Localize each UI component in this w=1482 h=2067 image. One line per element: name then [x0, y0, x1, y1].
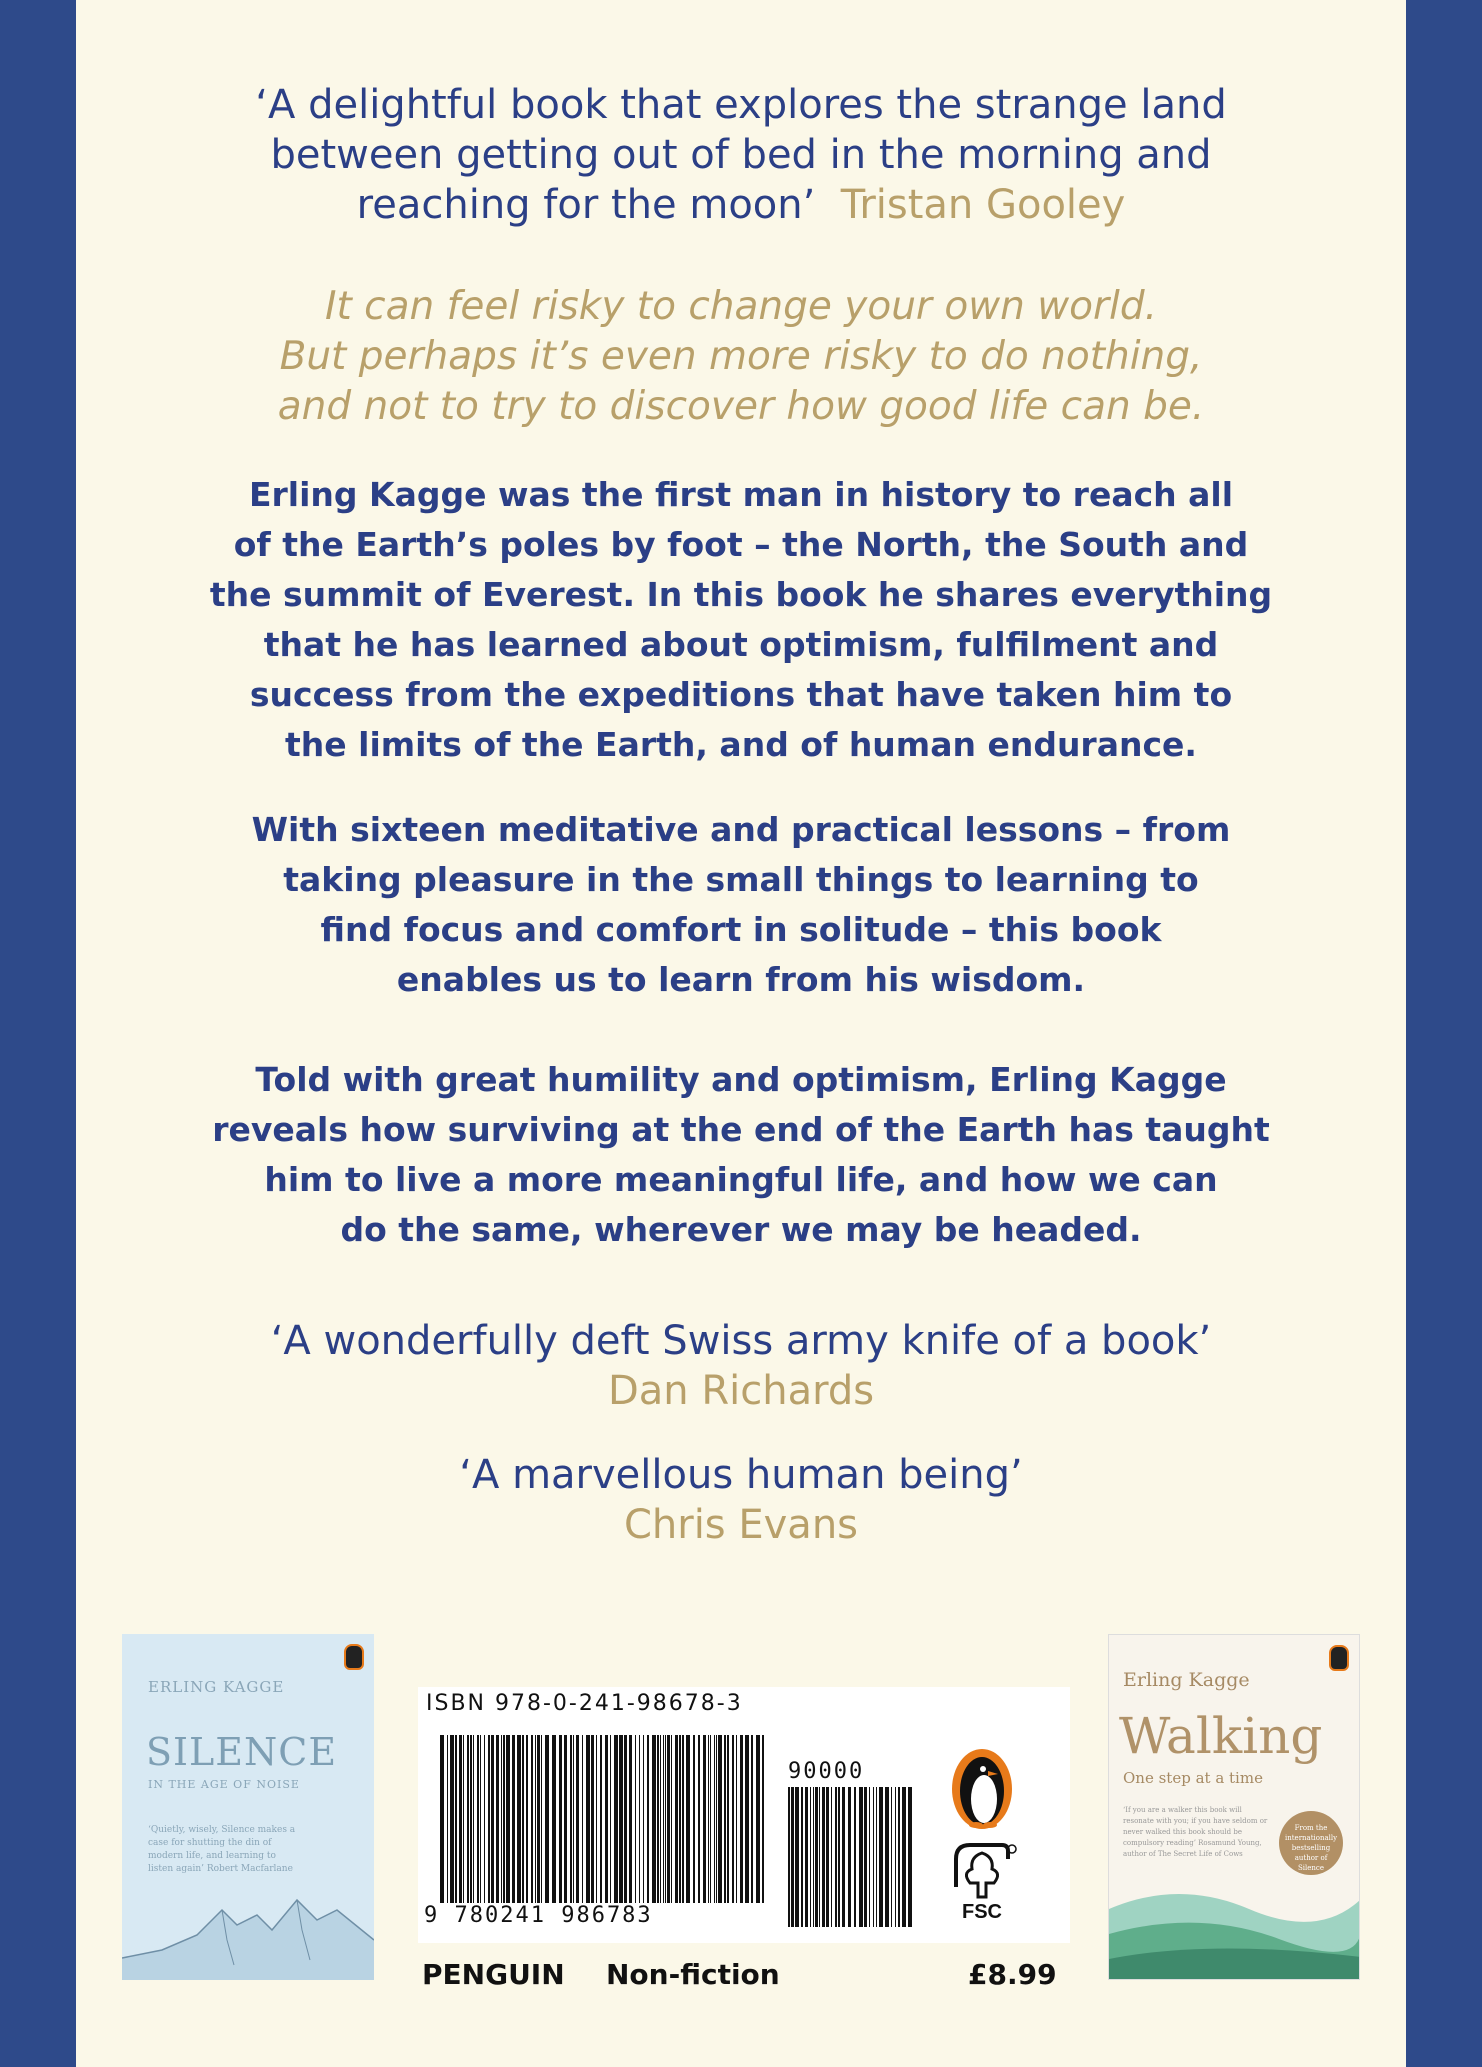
- fsc-tree-logo-icon: [948, 1839, 1018, 1903]
- isbn-barcode: [440, 1735, 770, 1907]
- barcode-bar: [736, 1735, 737, 1903]
- barcode-bar: [639, 1735, 640, 1903]
- barcode-bar: [805, 1787, 808, 1927]
- para-line: that he has learned about optimism, fulfilment and: [263, 625, 1219, 664]
- barcode-bar: [675, 1735, 678, 1903]
- fsc-label: FSC: [962, 1901, 1002, 1923]
- barcode-bar: [564, 1735, 567, 1903]
- isbn-label: ISBN 978-0-241-98678-3: [426, 1691, 743, 1716]
- barcode-bar: [908, 1787, 912, 1927]
- barcode-bar: [463, 1735, 464, 1903]
- tagline-line: and not to try to discover how good life can be.: [277, 384, 1205, 429]
- barcode-bar: [473, 1735, 474, 1903]
- barcode-bar: [629, 1735, 632, 1903]
- barcode-bar: [710, 1735, 711, 1903]
- barcode-bar: [501, 1735, 502, 1903]
- barcode-bar: [819, 1787, 820, 1927]
- addon-barcode: [788, 1787, 916, 1931]
- barcode-bar: [822, 1787, 825, 1927]
- barcode-bar: [526, 1735, 528, 1903]
- barcode-bar: [686, 1735, 690, 1903]
- barcode-bar: [660, 1735, 661, 1903]
- description-paragraph-3: [76, 1055, 1406, 1255]
- barcode-bar: [745, 1735, 749, 1903]
- barcode-bar: [876, 1787, 877, 1927]
- para-line: the limits of the Earth, and of human endurance.: [285, 725, 1197, 764]
- barcode-bar: [537, 1735, 540, 1903]
- barcode-bar: [643, 1735, 644, 1903]
- para-line: of the Earth’s poles by foot – the North, the South and: [233, 525, 1249, 564]
- barcode-bar: [531, 1735, 533, 1903]
- para-line: enables us to learn from his wisdom.: [396, 960, 1086, 999]
- barcode-bar: [795, 1787, 799, 1927]
- barcode-bar: [657, 1735, 659, 1903]
- para-line: find focus and comfort in solitude – this book: [320, 910, 1162, 949]
- barcode-bar: [810, 1787, 811, 1927]
- barcode-bar: [698, 1735, 700, 1903]
- book-subtitle: IN THE AGE OF NOISE: [148, 1778, 300, 1791]
- barcode-bar: [467, 1735, 469, 1903]
- barcode-bar: [667, 1735, 670, 1903]
- tagline: [76, 282, 1406, 432]
- barcode-bar: [614, 1735, 618, 1903]
- penguin-logo-icon: [344, 1644, 364, 1670]
- barcode-bar: [541, 1735, 542, 1903]
- barcode-bar: [559, 1735, 562, 1903]
- barcode-bar: [591, 1735, 594, 1903]
- barcode-bar: [762, 1735, 764, 1903]
- back-cover: [76, 0, 1406, 2067]
- barcode-bar: [440, 1735, 444, 1903]
- barcode-bar: [854, 1787, 856, 1927]
- barcode-bar: [496, 1735, 499, 1903]
- barcode-bar: [535, 1735, 536, 1903]
- description-paragraph-2: [76, 805, 1406, 1005]
- addon-digits: 90000: [788, 1759, 865, 1784]
- barcode-digits: 9 780241 986783: [424, 1903, 653, 1928]
- quote-author: Chris Evans: [623, 1502, 859, 1548]
- barcode-bar: [573, 1735, 574, 1903]
- para-line: success from the expeditions that have taken him to: [249, 675, 1233, 714]
- barcode-bar: [902, 1787, 906, 1927]
- category-label: Non-fiction: [606, 1958, 780, 1991]
- barcode-bar: [477, 1735, 479, 1903]
- barcode-bar: [600, 1735, 602, 1903]
- barcode-bar: [801, 1787, 803, 1927]
- barcode-bar: [751, 1735, 753, 1903]
- book-title: Walking: [1119, 1707, 1323, 1765]
- book-title: SILENCE: [146, 1730, 338, 1774]
- barcode-bar: [898, 1787, 900, 1927]
- barcode-bar: [619, 1735, 623, 1903]
- barcode-bar: [447, 1735, 448, 1903]
- para-line: Told with great humility and optimism, Erling Kagge: [255, 1060, 1227, 1099]
- para-line: Erling Kagge was the first man in history to reach all: [248, 475, 1234, 514]
- book-subtitle: One step at a time: [1123, 1769, 1263, 1787]
- barcode-bar: [624, 1735, 627, 1903]
- para-line: do the same, wherever we may be headed.: [340, 1210, 1142, 1249]
- barcode-bar: [891, 1787, 892, 1927]
- tagline-line: But perhaps it’s even more risky to do nothing,: [279, 334, 1203, 379]
- barcode-bar: [450, 1735, 454, 1903]
- barcode-bar: [635, 1735, 636, 1903]
- quote-text: ‘A marvellous human being’: [459, 1452, 1023, 1498]
- barcode-bar: [815, 1787, 818, 1927]
- barcode-bar: [835, 1787, 837, 1927]
- barcode-bar: [455, 1735, 457, 1903]
- barcode-bar: [740, 1735, 743, 1903]
- barcode-bar: [596, 1735, 597, 1903]
- penguin-logo-icon: [950, 1747, 1014, 1831]
- barcode-bar: [718, 1735, 722, 1903]
- barcode-bar: [491, 1735, 494, 1903]
- barcode-bar: [831, 1787, 832, 1927]
- barcode-bar: [732, 1735, 734, 1903]
- price-label: £8.99: [968, 1958, 1057, 1991]
- mountains-illustration: [122, 1880, 374, 1980]
- barcode-bar: [582, 1735, 583, 1903]
- quote-line: between getting out of bed in the morning and: [270, 132, 1212, 178]
- barcode-bar: [470, 1735, 472, 1903]
- quote-line: reaching for the moon’: [356, 182, 816, 228]
- barcode-bar: [605, 1735, 608, 1903]
- tagline-line: It can feel risky to change your own world.: [324, 284, 1158, 329]
- barcode-bar: [488, 1735, 490, 1903]
- publisher-label: PENGUIN: [422, 1958, 565, 1991]
- barcode-bar: [576, 1735, 579, 1903]
- book-author: ERLING KAGGE: [148, 1678, 285, 1696]
- barcode-bar: [652, 1735, 656, 1903]
- barcode-bar: [517, 1735, 521, 1903]
- barcode-bar: [791, 1787, 794, 1927]
- barcode-bar: [838, 1787, 840, 1927]
- barcode-bar: [671, 1735, 672, 1903]
- barcode-bar: [708, 1735, 709, 1903]
- para-line: him to live a more meaningful life, and how we can: [264, 1160, 1218, 1199]
- quote-author: Tristan Gooley: [840, 182, 1126, 228]
- book-author: Erling Kagge: [1123, 1669, 1250, 1691]
- barcode-bar: [864, 1787, 867, 1927]
- barcode-bar: [459, 1735, 462, 1903]
- quote-author: Dan Richards: [607, 1368, 875, 1414]
- barcode-bar: [756, 1735, 760, 1903]
- hills-illustration: [1109, 1869, 1360, 1979]
- para-line: With sixteen meditative and practical lessons – from: [251, 810, 1231, 849]
- barcode-panel: [418, 1687, 1070, 1943]
- barcode-bar: [727, 1735, 729, 1903]
- barcode-bar: [679, 1735, 681, 1903]
- barcode-bar: [545, 1735, 549, 1903]
- barcode-bar: [570, 1735, 572, 1903]
- barcode-bar: [848, 1787, 851, 1927]
- barcode-bar: [522, 1735, 524, 1903]
- barcode-bar: [665, 1735, 666, 1903]
- barcode-bar: [480, 1735, 481, 1903]
- para-line: taking pleasure in the small things to learning to: [283, 860, 1199, 899]
- barcode-bar: [682, 1735, 684, 1903]
- barcode-bar: [703, 1735, 706, 1903]
- penguin-logo-icon: [1329, 1645, 1349, 1671]
- barcode-bar: [813, 1787, 814, 1927]
- barcode-bar: [663, 1735, 664, 1903]
- para-line: reveals how surviving at the end of the Earth has taught: [212, 1110, 1270, 1149]
- quote-text: ‘A wonderfully deft Swiss army knife of a book’: [270, 1318, 1212, 1364]
- quote-chris-evans: [76, 1450, 1406, 1550]
- barcode-bar: [885, 1787, 889, 1927]
- barcode-bar: [586, 1735, 590, 1903]
- quote-line: ‘A delightful book that explores the strange land: [255, 82, 1227, 128]
- barcode-bar: [869, 1787, 870, 1927]
- book-thumbnail-walking: [1108, 1634, 1360, 1980]
- barcode-bar: [724, 1735, 726, 1903]
- barcode-bar: [693, 1735, 695, 1903]
- book-blurb: ‘Quietly, wisely, Silence makes a case for shutting the din of modern life, and learning to listen again’ Robert Macfarlane: [148, 1825, 296, 1874]
- barcode-bar: [895, 1787, 896, 1927]
- barcode-bar: [826, 1787, 829, 1927]
- barcode-bar: [506, 1735, 510, 1903]
- barcode-bar: [859, 1787, 863, 1927]
- barcode-bar: [484, 1735, 485, 1903]
- barcode-bar: [503, 1735, 505, 1903]
- para-line: the summit of Everest. In this book he shares everything: [209, 575, 1273, 614]
- barcode-bar: [788, 1787, 790, 1927]
- barcode-bar: [512, 1735, 515, 1903]
- book-blurb: ‘If you are a walker this book will resonate with you; if you have seldom or never walked this book should be compulsory reading’ Rosamund Young, author of The Secret Life of Cows: [1123, 1806, 1268, 1858]
- barcode-bar: [647, 1735, 649, 1903]
- barcode-bar: [879, 1787, 883, 1927]
- barcode-bar: [873, 1787, 874, 1927]
- barcode-bar: [714, 1735, 715, 1903]
- bestseller-badge: From the internationally bestselling author of Silence: [1279, 1811, 1343, 1875]
- book-thumbnail-silence: [122, 1634, 374, 1980]
- barcode-bar: [842, 1787, 845, 1927]
- description-paragraph-1: [76, 470, 1406, 770]
- quote-tristan-gooley: [76, 80, 1406, 230]
- quote-line-with-author: [76, 180, 1406, 230]
- barcode-bar: [610, 1735, 611, 1903]
- quote-dan-richards: [76, 1316, 1406, 1416]
- barcode-bar: [552, 1735, 556, 1903]
- barcode-bar: [716, 1735, 717, 1903]
